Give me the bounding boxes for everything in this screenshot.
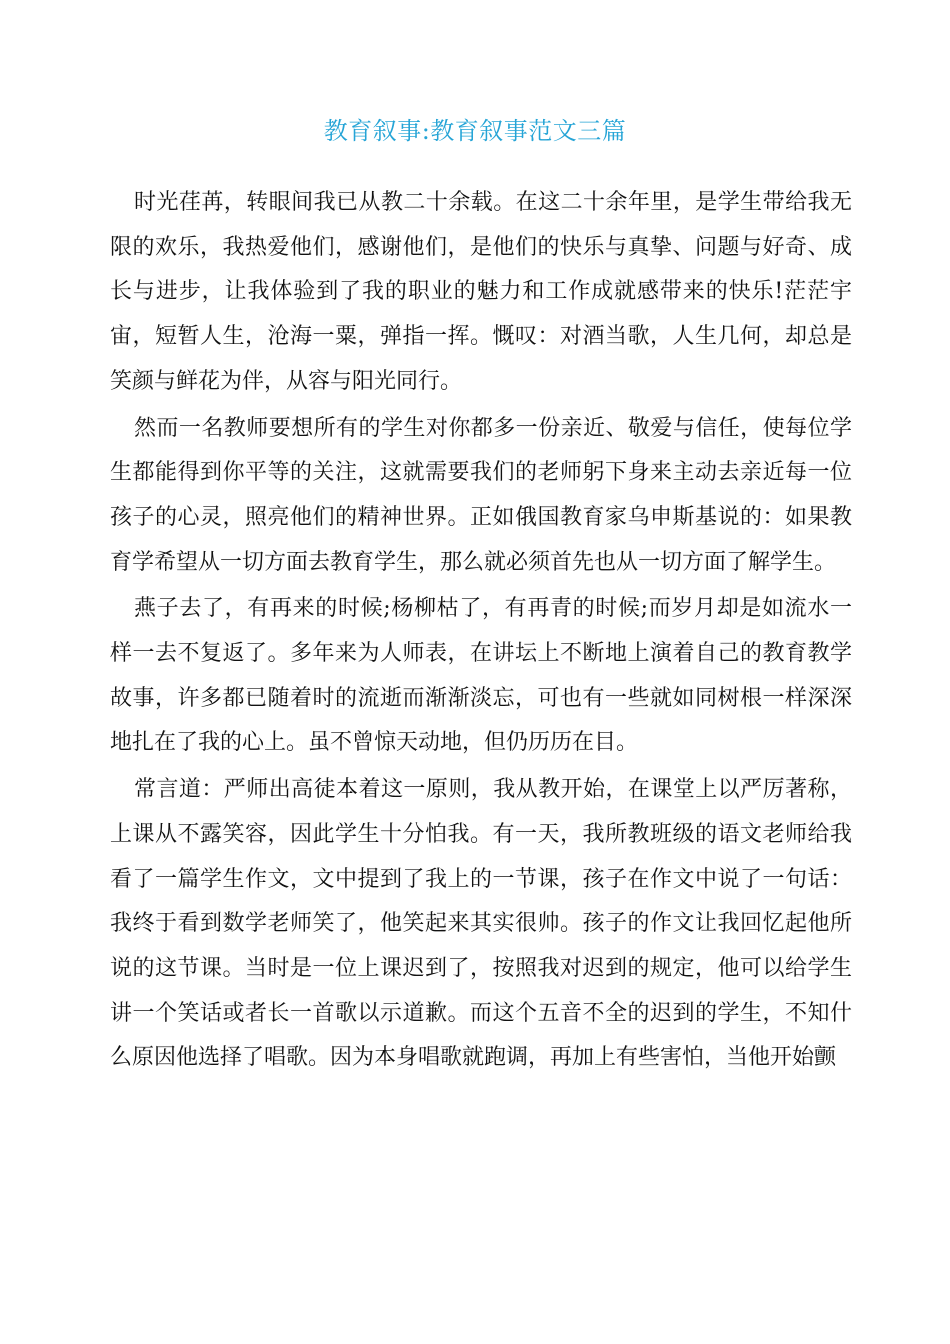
paragraph-1: 时光荏苒，转眼间我已从教二十余载。在这二十余年里，是学生带给我无限的欢乐，我热爱他们，感谢他们，是他们的快乐与真挚、问题与好奇、成长与进步，让我体验到了我的职业的魅力和工作成就感带来的快乐!茫茫宇宙，短暂人生，沧海一粟，弹指一挥。慨叹：对酒当歌，人生几何，却总是笑颜与鲜花为伴，从容与阳光同行。: [110, 190, 852, 394]
paragraph-2: 然而一名教师要想所有的学生对你都多一份亲近、敬爱与信任，使每位学生都能得到你平等的关注，这就需要我们的老师躬下身来主动去亲近每一位孩子的心灵，照亮他们的精神世界。正如俄国教育家乌申斯基说的：如果教育学希望从一切方面去教育学生，那么就必须首先也从一切方面了解学生。: [110, 415, 852, 575]
paragraph-4: 常言道：严师出高徒本着这一原则，我从教开始，在课堂上以严厉著称，上课从不露笑容，因此学生十分怕我。有一天，我所教班级的语文老师给我看了一篇学生作文，文中提到了我上的一节课，孩子在作文中说了一句话：我终于看到数学老师笑了，他笑起来其实很帅。孩子的作文让我回忆起他所说的这节课。当时是一位上课迟到了，按照我对迟到的规定，他可以给学生讲一个笑话或者长一首歌以示道歉。而这个五音不全的迟到的学生，不知什么原因他选择了唱歌。因为本身唱歌就跑调，再加上有些害怕，当他开始颤: [110, 777, 852, 1071]
paragraph-3: 燕子去了，有再来的时候;杨柳枯了，有再青的时候;而岁月却是如流水一样一去不复返了。多年来为人师表，在讲坛上不断地上演着自己的教育教学故事，许多都已随着时的流逝而渐渐淡忘，可也有一些就如同树根一样深深地扎在了我的心上。虽不曾惊天动地，但仍历历在目。: [110, 596, 852, 756]
document-title: 教育叙事:教育叙事范文三篇: [323, 117, 627, 145]
document-body: [110, 181, 852, 1081]
